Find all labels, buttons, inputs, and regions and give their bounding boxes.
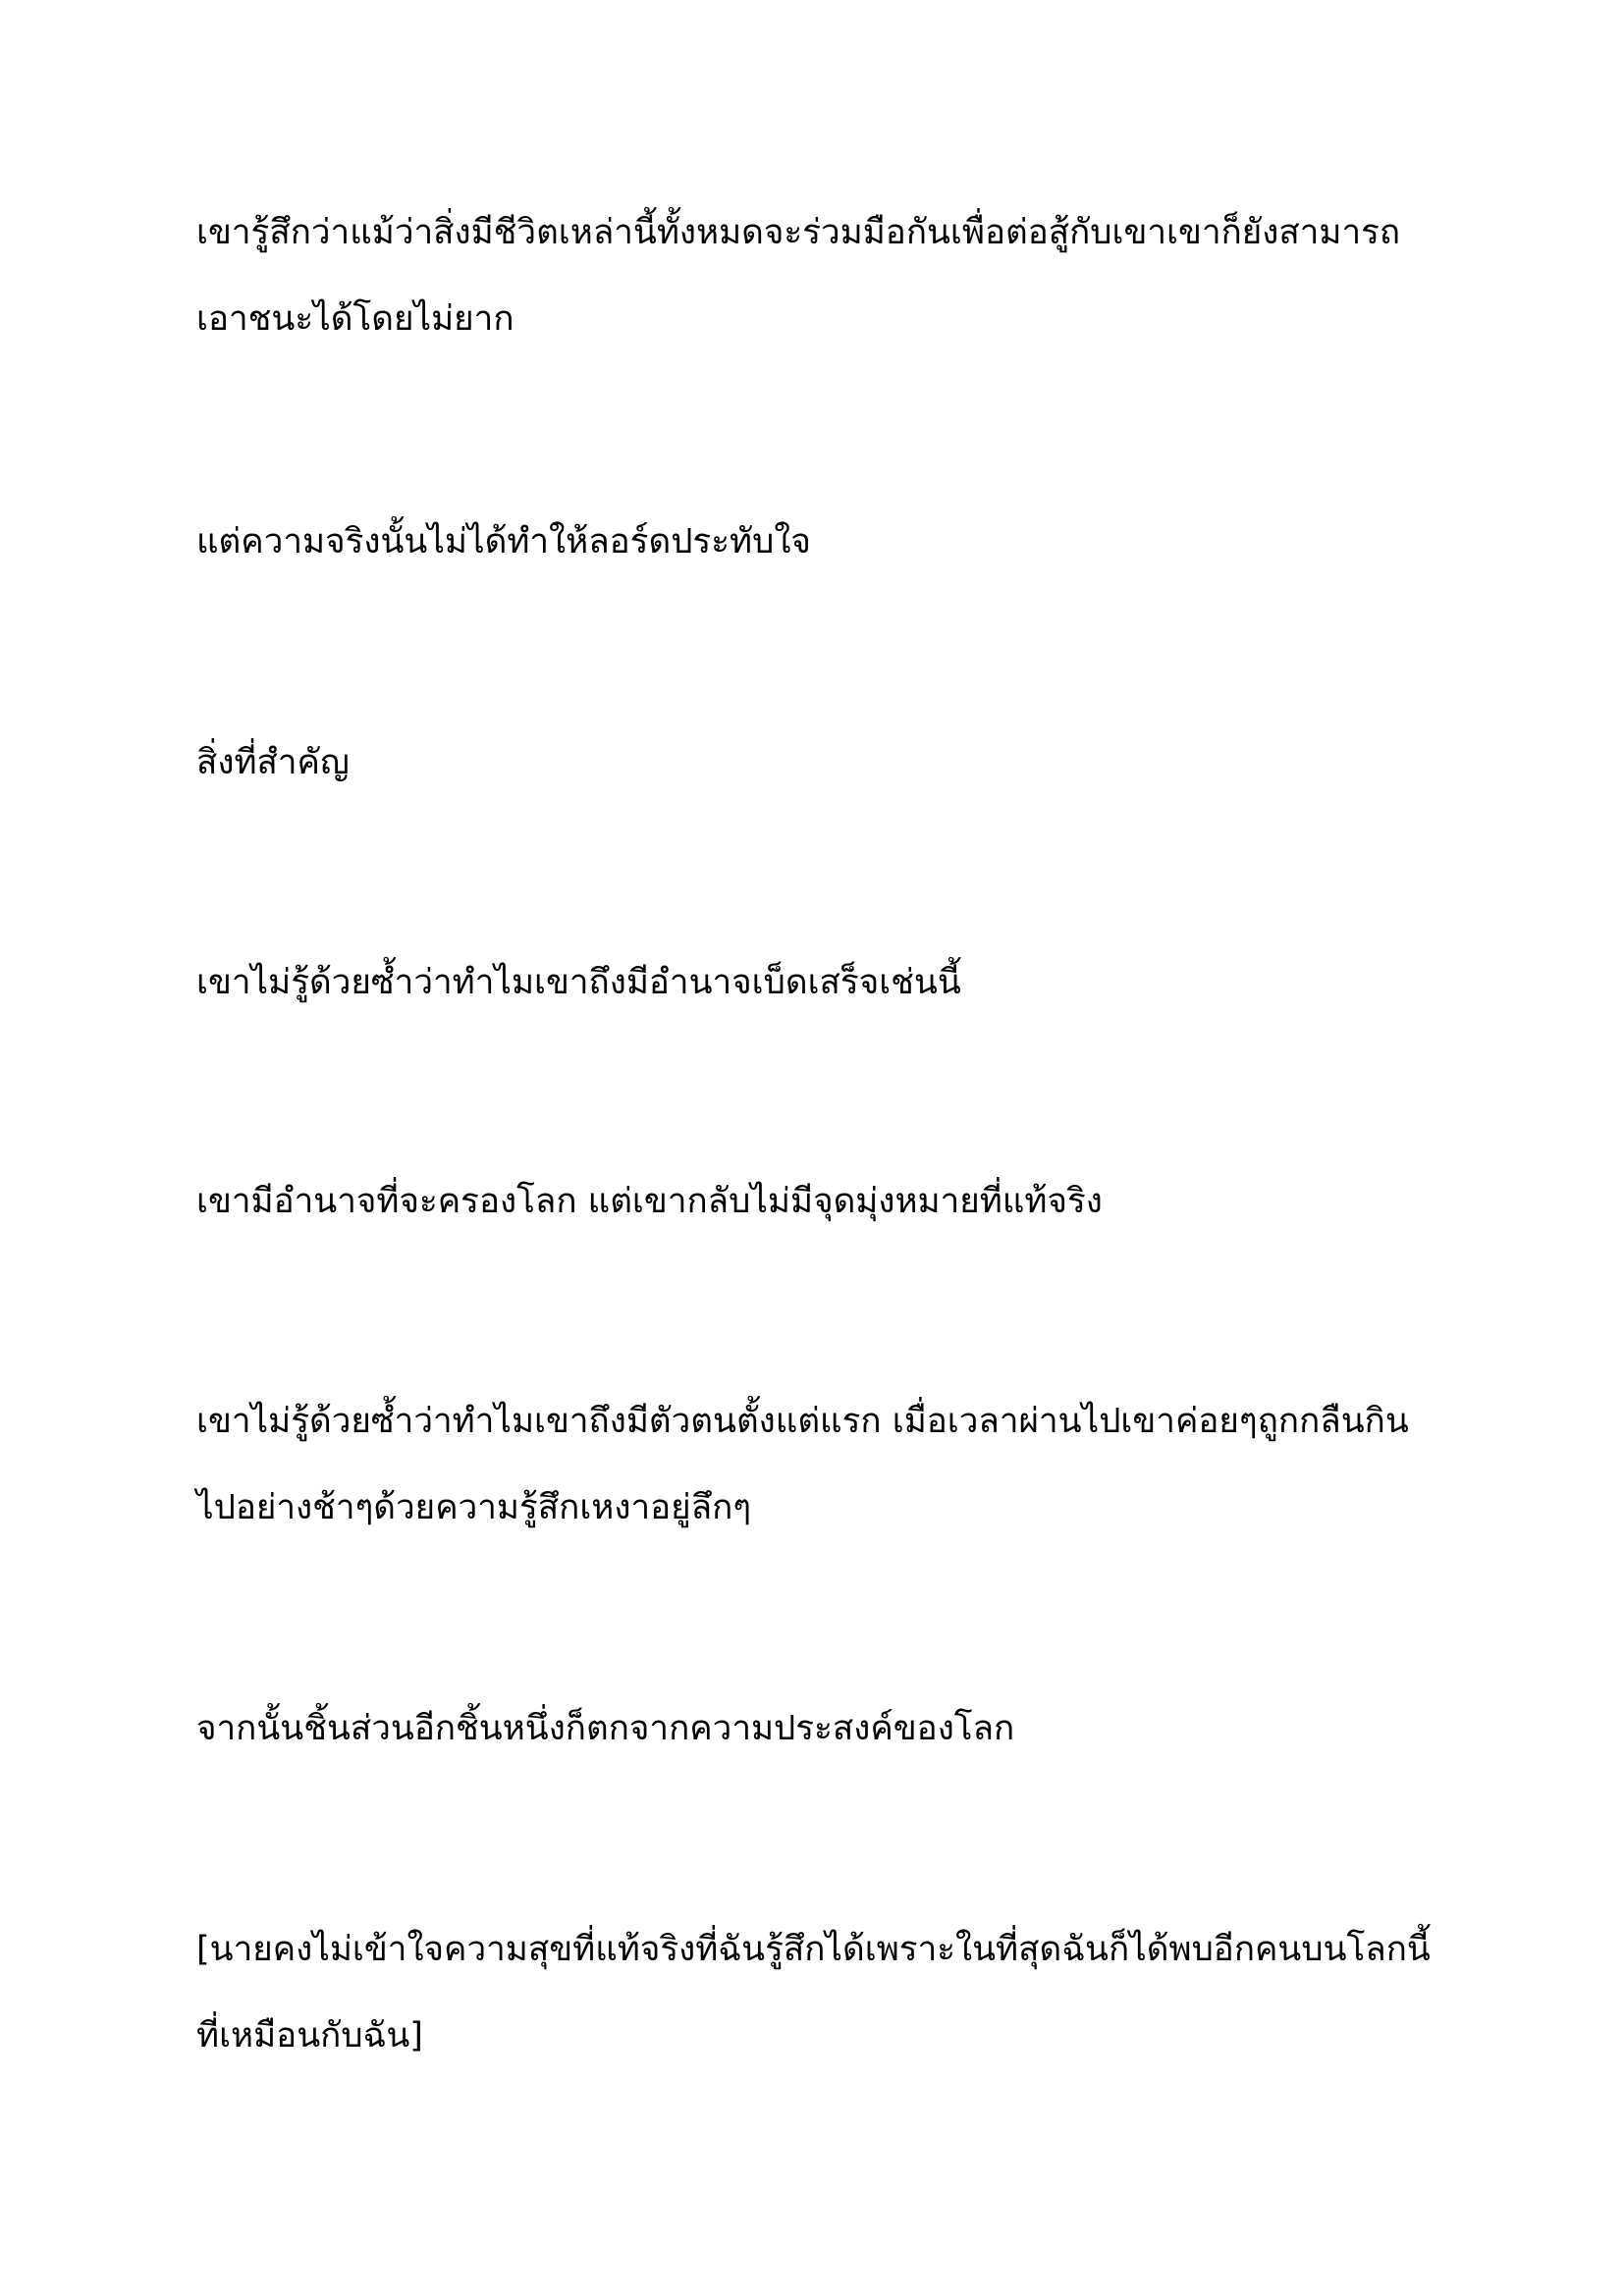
text-line: เขาไม่รู้ด้วยซ้ำว่าทำไมเขาถึงมีอำนาจเบ็ดเสร็จเช่นนี้ (196, 963, 961, 1002)
text-line: เขารู้สึกว่าแม้ว่าสิ่งมีชีวิตเหล่านี้ทั้งหมดจะร่วมมือกันเพื่อต่อสู้กับเขาเขาก็ยังสามารถ (196, 213, 1401, 252)
text-line: จากนั้นชิ้นส่วนอีกชิ้นหนึ่งก็ตกจากความประสงค์ของโลก (196, 1709, 1015, 1748)
paragraph (196, 189, 1434, 362)
text-line: แต่ความจริงนั้นไม่ได้ทำให้ลอร์ดประทับใจ (196, 522, 811, 561)
text-line: สิ่งที่สำคัญ (196, 743, 350, 782)
paragraph (196, 1906, 1434, 2079)
paragraph (196, 1685, 1434, 1772)
text-line: [นายคงไม่เข้าใจความสุขที่แท้จริงที่ฉันรู้สึกได้เพราะในที่สุดฉันก็ได้พบอีกคนบนโลกนี้ (196, 1930, 1431, 1969)
paragraph (196, 1378, 1434, 1551)
paragraph (196, 720, 1434, 806)
paragraph (196, 939, 1434, 1026)
text-line: เขาไม่รู้ด้วยซ้ำว่าทำไมเขาถึงมีตัวตนตั้งแต่แรก เมื่อเวลาผ่านไปเขาค่อยๆถูกกลืนกิน (196, 1402, 1409, 1441)
text-line: ที่เหมือนกับฉัน] (196, 2016, 423, 2056)
paragraph (196, 499, 1434, 585)
text-line: ไปอย่างช้าๆด้วยความรู้สึกเหงาอยู่ลึกๆ (196, 1488, 752, 1527)
text-line: เขามีอำนาจที่จะครองโลก แต่เขากลับไม่มีจุดมุ่งหมายที่แท้จริง (196, 1182, 1103, 1221)
text-line: เอาชนะได้โดยไม่ยาก (196, 299, 514, 339)
paragraph (196, 1158, 1434, 1245)
